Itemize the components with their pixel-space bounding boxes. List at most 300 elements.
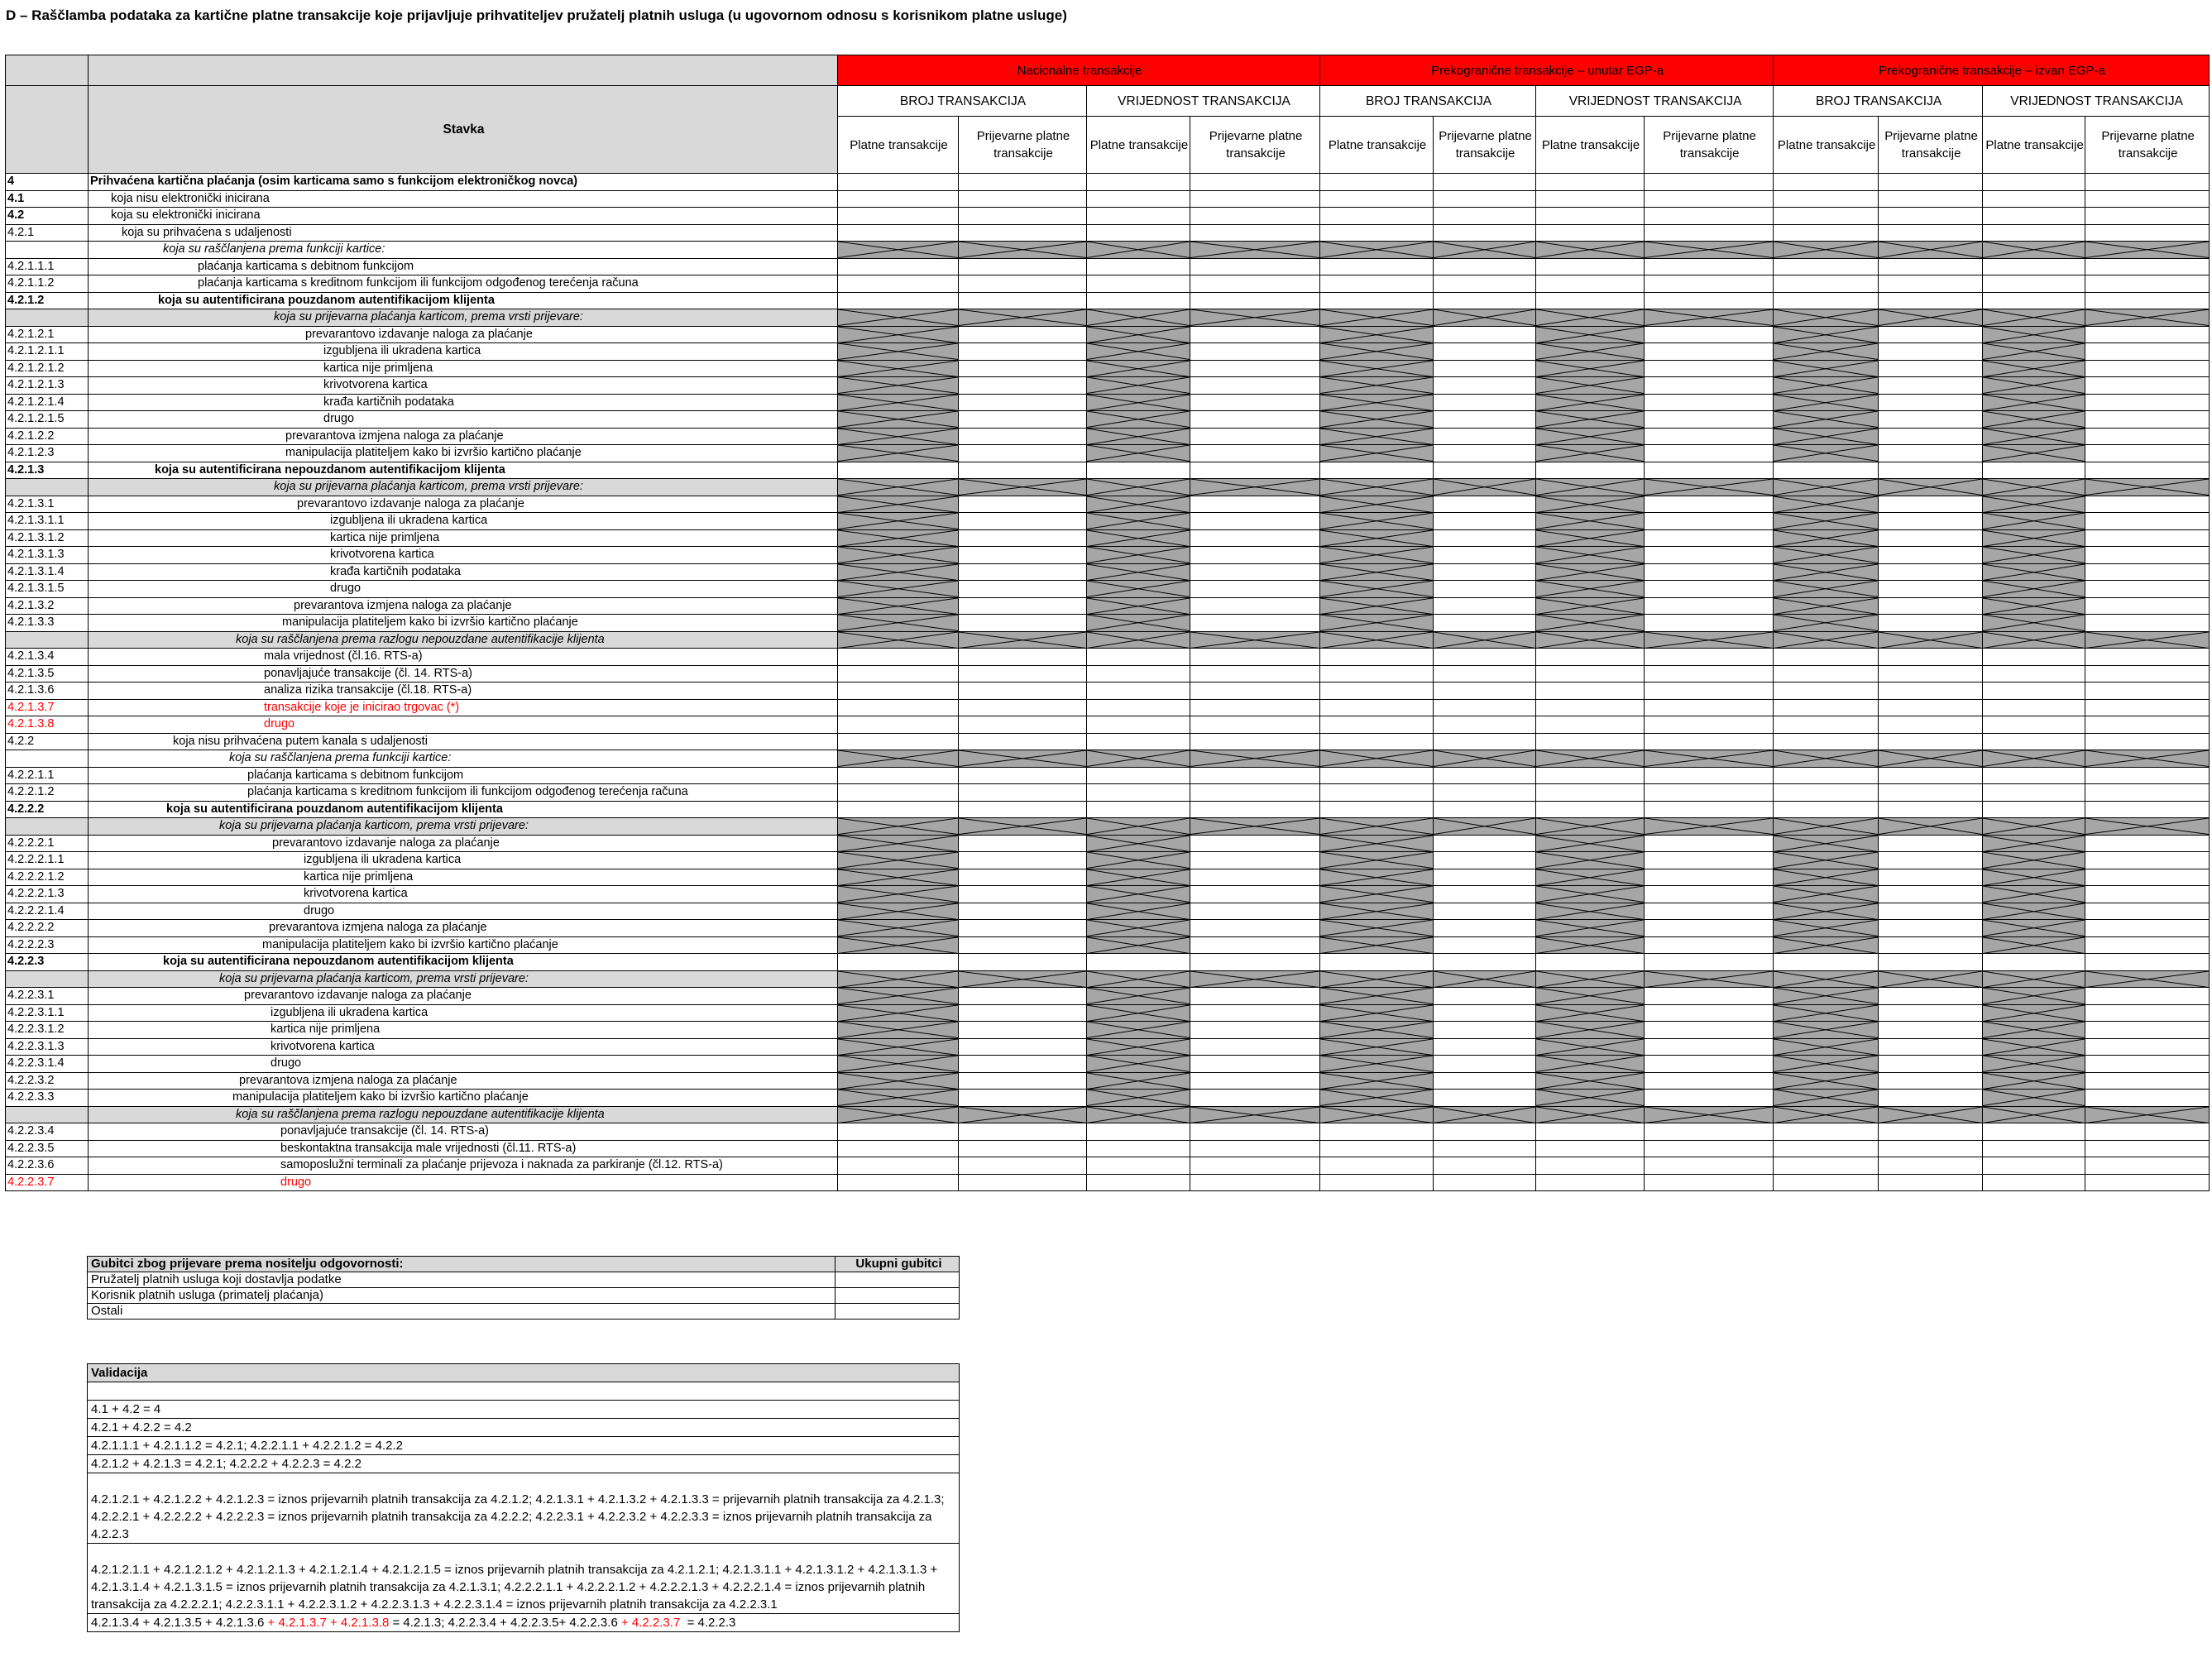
value-cell[interactable] <box>1879 1022 1983 1039</box>
value-cell[interactable] <box>1190 733 1320 750</box>
value-cell[interactable] <box>838 954 959 971</box>
losses-value-cell[interactable] <box>835 1272 960 1288</box>
value-cell[interactable] <box>1434 699 1536 716</box>
value-cell[interactable] <box>1879 699 1983 716</box>
value-cell[interactable] <box>1879 920 1983 937</box>
value-cell[interactable] <box>1190 513 1320 530</box>
value-cell[interactable] <box>1879 903 1983 920</box>
value-cell[interactable] <box>1879 1072 1983 1090</box>
value-cell[interactable] <box>2085 1022 2210 1039</box>
value-cell[interactable] <box>1645 903 1774 920</box>
value-cell[interactable] <box>1774 1157 1879 1175</box>
value-cell[interactable] <box>838 292 959 309</box>
value-cell[interactable] <box>1645 275 1774 293</box>
losses-value-cell[interactable] <box>835 1288 960 1304</box>
value-cell[interactable] <box>1536 767 1645 784</box>
value-cell[interactable] <box>1645 665 1774 683</box>
value-cell[interactable] <box>1434 275 1536 293</box>
value-cell[interactable] <box>1320 292 1434 309</box>
value-cell[interactable] <box>2085 936 2210 954</box>
value-cell[interactable] <box>959 988 1087 1005</box>
value-cell[interactable] <box>1087 292 1190 309</box>
value-cell[interactable] <box>1320 683 1434 700</box>
value-cell[interactable] <box>1879 174 1983 191</box>
value-cell[interactable] <box>1434 649 1536 666</box>
value-cell[interactable] <box>2085 343 2210 361</box>
value-cell[interactable] <box>1645 496 1774 513</box>
value-cell[interactable] <box>2085 1140 2210 1157</box>
value-cell[interactable] <box>1879 767 1983 784</box>
value-cell[interactable] <box>1434 258 1536 275</box>
value-cell[interactable] <box>1645 886 1774 903</box>
value-cell[interactable] <box>2085 835 2210 852</box>
value-cell[interactable] <box>959 784 1087 802</box>
value-cell[interactable] <box>959 615 1087 632</box>
value-cell[interactable] <box>1190 496 1320 513</box>
value-cell[interactable] <box>1434 801 1536 818</box>
value-cell[interactable] <box>1190 428 1320 445</box>
value-cell[interactable] <box>1087 258 1190 275</box>
value-cell[interactable] <box>1320 699 1434 716</box>
value-cell[interactable] <box>1879 869 1983 886</box>
value-cell[interactable] <box>1190 529 1320 547</box>
value-cell[interactable] <box>959 428 1087 445</box>
value-cell[interactable] <box>1190 665 1320 683</box>
value-cell[interactable] <box>1434 462 1536 479</box>
value-cell[interactable] <box>1434 852 1536 869</box>
value-cell[interactable] <box>1879 1140 1983 1157</box>
value-cell[interactable] <box>1536 716 1645 734</box>
value-cell[interactable] <box>959 683 1087 700</box>
value-cell[interactable] <box>1434 835 1536 852</box>
value-cell[interactable] <box>1645 360 1774 377</box>
value-cell[interactable] <box>1774 665 1879 683</box>
value-cell[interactable] <box>1983 784 2085 802</box>
value-cell[interactable] <box>838 784 959 802</box>
value-cell[interactable] <box>1190 936 1320 954</box>
value-cell[interactable] <box>1645 445 1774 462</box>
value-cell[interactable] <box>1879 1174 1983 1191</box>
value-cell[interactable] <box>838 683 959 700</box>
value-cell[interactable] <box>1190 852 1320 869</box>
value-cell[interactable] <box>1774 733 1879 750</box>
value-cell[interactable] <box>1645 954 1774 971</box>
value-cell[interactable] <box>1190 411 1320 429</box>
value-cell[interactable] <box>1190 208 1320 225</box>
value-cell[interactable] <box>1983 190 2085 208</box>
value-cell[interactable] <box>959 869 1087 886</box>
value-cell[interactable] <box>1190 869 1320 886</box>
value-cell[interactable] <box>1983 716 2085 734</box>
value-cell[interactable] <box>1774 683 1879 700</box>
value-cell[interactable] <box>1879 547 1983 564</box>
value-cell[interactable] <box>1087 801 1190 818</box>
value-cell[interactable] <box>1536 1174 1645 1191</box>
value-cell[interactable] <box>1087 1123 1190 1141</box>
value-cell[interactable] <box>1645 1072 1774 1090</box>
value-cell[interactable] <box>1320 649 1434 666</box>
value-cell[interactable] <box>1190 1056 1320 1073</box>
value-cell[interactable] <box>1645 224 1774 242</box>
value-cell[interactable] <box>1645 174 1774 191</box>
value-cell[interactable] <box>959 547 1087 564</box>
value-cell[interactable] <box>1879 988 1983 1005</box>
value-cell[interactable] <box>1645 462 1774 479</box>
value-cell[interactable] <box>1190 1174 1320 1191</box>
value-cell[interactable] <box>1645 208 1774 225</box>
value-cell[interactable] <box>1645 869 1774 886</box>
value-cell[interactable] <box>1879 581 1983 598</box>
value-cell[interactable] <box>1983 1157 2085 1175</box>
value-cell[interactable] <box>2085 1072 2210 1090</box>
value-cell[interactable] <box>1536 954 1645 971</box>
value-cell[interactable] <box>1190 716 1320 734</box>
value-cell[interactable] <box>1434 208 1536 225</box>
value-cell[interactable] <box>1774 292 1879 309</box>
value-cell[interactable] <box>959 903 1087 920</box>
value-cell[interactable] <box>1645 1038 1774 1056</box>
value-cell[interactable] <box>1320 665 1434 683</box>
value-cell[interactable] <box>1983 1140 2085 1157</box>
value-cell[interactable] <box>959 529 1087 547</box>
value-cell[interactable] <box>1434 1090 1536 1107</box>
value-cell[interactable] <box>1434 869 1536 886</box>
value-cell[interactable] <box>1645 784 1774 802</box>
value-cell[interactable] <box>1190 445 1320 462</box>
value-cell[interactable] <box>1645 733 1774 750</box>
value-cell[interactable] <box>1645 767 1774 784</box>
value-cell[interactable] <box>1434 903 1536 920</box>
value-cell[interactable] <box>1879 377 1983 395</box>
value-cell[interactable] <box>1645 411 1774 429</box>
value-cell[interactable] <box>2085 784 2210 802</box>
value-cell[interactable] <box>959 360 1087 377</box>
value-cell[interactable] <box>1320 716 1434 734</box>
value-cell[interactable] <box>1879 1090 1983 1107</box>
value-cell[interactable] <box>1087 1174 1190 1191</box>
value-cell[interactable] <box>1645 258 1774 275</box>
value-cell[interactable] <box>1774 275 1879 293</box>
value-cell[interactable] <box>1190 377 1320 395</box>
value-cell[interactable] <box>2085 275 2210 293</box>
value-cell[interactable] <box>1983 733 2085 750</box>
value-cell[interactable] <box>2085 462 2210 479</box>
value-cell[interactable] <box>2085 190 2210 208</box>
value-cell[interactable] <box>1536 733 1645 750</box>
value-cell[interactable] <box>1434 190 1536 208</box>
value-cell[interactable] <box>959 1090 1087 1107</box>
value-cell[interactable] <box>1879 224 1983 242</box>
value-cell[interactable] <box>1190 767 1320 784</box>
value-cell[interactable] <box>1434 326 1536 343</box>
value-cell[interactable] <box>1645 683 1774 700</box>
value-cell[interactable] <box>1983 258 2085 275</box>
value-cell[interactable] <box>1087 767 1190 784</box>
value-cell[interactable] <box>1434 529 1536 547</box>
value-cell[interactable] <box>1879 343 1983 361</box>
value-cell[interactable] <box>1536 801 1645 818</box>
value-cell[interactable] <box>1774 190 1879 208</box>
value-cell[interactable] <box>1434 733 1536 750</box>
value-cell[interactable] <box>1190 920 1320 937</box>
value-cell[interactable] <box>1536 190 1645 208</box>
value-cell[interactable] <box>1536 462 1645 479</box>
value-cell[interactable] <box>1190 224 1320 242</box>
value-cell[interactable] <box>1879 496 1983 513</box>
value-cell[interactable] <box>2085 563 2210 581</box>
value-cell[interactable] <box>1087 665 1190 683</box>
value-cell[interactable] <box>1879 936 1983 954</box>
value-cell[interactable] <box>1645 835 1774 852</box>
value-cell[interactable] <box>959 852 1087 869</box>
value-cell[interactable] <box>959 343 1087 361</box>
value-cell[interactable] <box>959 1174 1087 1191</box>
value-cell[interactable] <box>1879 292 1983 309</box>
value-cell[interactable] <box>1190 547 1320 564</box>
value-cell[interactable] <box>1983 801 2085 818</box>
value-cell[interactable] <box>2085 733 2210 750</box>
value-cell[interactable] <box>1879 784 1983 802</box>
value-cell[interactable] <box>1434 445 1536 462</box>
value-cell[interactable] <box>1645 581 1774 598</box>
value-cell[interactable] <box>1536 258 1645 275</box>
value-cell[interactable] <box>2085 852 2210 869</box>
value-cell[interactable] <box>1434 683 1536 700</box>
value-cell[interactable] <box>1087 208 1190 225</box>
value-cell[interactable] <box>1320 733 1434 750</box>
value-cell[interactable] <box>1879 665 1983 683</box>
value-cell[interactable] <box>1434 411 1536 429</box>
value-cell[interactable] <box>838 1123 959 1141</box>
value-cell[interactable] <box>1983 275 2085 293</box>
value-cell[interactable] <box>1190 360 1320 377</box>
value-cell[interactable] <box>1879 835 1983 852</box>
value-cell[interactable] <box>1320 1174 1434 1191</box>
value-cell[interactable] <box>2085 649 2210 666</box>
value-cell[interactable] <box>1087 649 1190 666</box>
value-cell[interactable] <box>1190 343 1320 361</box>
value-cell[interactable] <box>1983 767 2085 784</box>
value-cell[interactable] <box>1645 852 1774 869</box>
value-cell[interactable] <box>2085 326 2210 343</box>
value-cell[interactable] <box>838 1140 959 1157</box>
value-cell[interactable] <box>1536 1123 1645 1141</box>
value-cell[interactable] <box>1536 224 1645 242</box>
value-cell[interactable] <box>959 699 1087 716</box>
value-cell[interactable] <box>1434 1140 1536 1157</box>
value-cell[interactable] <box>838 1157 959 1175</box>
value-cell[interactable] <box>959 954 1087 971</box>
value-cell[interactable] <box>959 801 1087 818</box>
value-cell[interactable] <box>1190 988 1320 1005</box>
value-cell[interactable] <box>1879 954 1983 971</box>
value-cell[interactable] <box>1320 801 1434 818</box>
value-cell[interactable] <box>1774 767 1879 784</box>
value-cell[interactable] <box>1190 1123 1320 1141</box>
value-cell[interactable] <box>1879 733 1983 750</box>
value-cell[interactable] <box>1190 954 1320 971</box>
value-cell[interactable] <box>1879 649 1983 666</box>
value-cell[interactable] <box>1983 462 2085 479</box>
value-cell[interactable] <box>1774 462 1879 479</box>
value-cell[interactable] <box>1645 1123 1774 1141</box>
value-cell[interactable] <box>1434 936 1536 954</box>
value-cell[interactable] <box>1434 563 1536 581</box>
value-cell[interactable] <box>2085 174 2210 191</box>
value-cell[interactable] <box>959 224 1087 242</box>
value-cell[interactable] <box>1536 784 1645 802</box>
value-cell[interactable] <box>959 649 1087 666</box>
value-cell[interactable] <box>1320 174 1434 191</box>
value-cell[interactable] <box>1879 411 1983 429</box>
value-cell[interactable] <box>1645 699 1774 716</box>
value-cell[interactable] <box>2085 801 2210 818</box>
value-cell[interactable] <box>1434 665 1536 683</box>
value-cell[interactable] <box>959 190 1087 208</box>
value-cell[interactable] <box>1434 954 1536 971</box>
value-cell[interactable] <box>1879 563 1983 581</box>
value-cell[interactable] <box>1983 954 2085 971</box>
value-cell[interactable] <box>1536 292 1645 309</box>
value-cell[interactable] <box>1434 886 1536 903</box>
value-cell[interactable] <box>2085 428 2210 445</box>
value-cell[interactable] <box>1645 1004 1774 1022</box>
value-cell[interactable] <box>838 801 959 818</box>
value-cell[interactable] <box>959 275 1087 293</box>
value-cell[interactable] <box>1087 224 1190 242</box>
value-cell[interactable] <box>1774 208 1879 225</box>
value-cell[interactable] <box>1645 563 1774 581</box>
value-cell[interactable] <box>1536 174 1645 191</box>
value-cell[interactable] <box>1645 649 1774 666</box>
value-cell[interactable] <box>2085 1090 2210 1107</box>
value-cell[interactable] <box>1879 615 1983 632</box>
value-cell[interactable] <box>2085 292 2210 309</box>
value-cell[interactable] <box>1190 1072 1320 1090</box>
value-cell[interactable] <box>1983 649 2085 666</box>
value-cell[interactable] <box>1087 275 1190 293</box>
value-cell[interactable] <box>1087 954 1190 971</box>
value-cell[interactable] <box>1190 258 1320 275</box>
value-cell[interactable] <box>1190 801 1320 818</box>
value-cell[interactable] <box>1983 699 2085 716</box>
value-cell[interactable] <box>1879 529 1983 547</box>
value-cell[interactable] <box>1434 547 1536 564</box>
value-cell[interactable] <box>959 496 1087 513</box>
value-cell[interactable] <box>1320 954 1434 971</box>
value-cell[interactable] <box>1190 1140 1320 1157</box>
value-cell[interactable] <box>2085 869 2210 886</box>
value-cell[interactable] <box>1645 547 1774 564</box>
value-cell[interactable] <box>1879 208 1983 225</box>
value-cell[interactable] <box>1774 801 1879 818</box>
value-cell[interactable] <box>2085 258 2210 275</box>
value-cell[interactable] <box>1434 784 1536 802</box>
value-cell[interactable] <box>2085 1123 2210 1141</box>
value-cell[interactable] <box>1983 1123 2085 1141</box>
value-cell[interactable] <box>1320 208 1434 225</box>
value-cell[interactable] <box>1320 1140 1434 1157</box>
value-cell[interactable] <box>1190 886 1320 903</box>
value-cell[interactable] <box>1190 615 1320 632</box>
value-cell[interactable] <box>1879 190 1983 208</box>
value-cell[interactable] <box>1190 1022 1320 1039</box>
value-cell[interactable] <box>959 665 1087 683</box>
value-cell[interactable] <box>959 394 1087 411</box>
value-cell[interactable] <box>1774 1174 1879 1191</box>
value-cell[interactable] <box>2085 1038 2210 1056</box>
value-cell[interactable] <box>1320 190 1434 208</box>
value-cell[interactable] <box>838 462 959 479</box>
value-cell[interactable] <box>1879 597 1983 615</box>
value-cell[interactable] <box>1434 394 1536 411</box>
value-cell[interactable] <box>1434 1174 1536 1191</box>
value-cell[interactable] <box>1645 615 1774 632</box>
value-cell[interactable] <box>1774 1123 1879 1141</box>
value-cell[interactable] <box>959 716 1087 734</box>
value-cell[interactable] <box>1434 377 1536 395</box>
value-cell[interactable] <box>959 258 1087 275</box>
value-cell[interactable] <box>1983 665 2085 683</box>
value-cell[interactable] <box>959 174 1087 191</box>
value-cell[interactable] <box>1087 683 1190 700</box>
value-cell[interactable] <box>1879 360 1983 377</box>
value-cell[interactable] <box>1190 784 1320 802</box>
value-cell[interactable] <box>1434 1056 1536 1073</box>
value-cell[interactable] <box>1645 1090 1774 1107</box>
value-cell[interactable] <box>1190 292 1320 309</box>
value-cell[interactable] <box>1536 683 1645 700</box>
value-cell[interactable] <box>2085 699 2210 716</box>
value-cell[interactable] <box>1434 343 1536 361</box>
value-cell[interactable] <box>959 1140 1087 1157</box>
value-cell[interactable] <box>1536 1157 1645 1175</box>
value-cell[interactable] <box>1434 1022 1536 1039</box>
value-cell[interactable] <box>1434 513 1536 530</box>
value-cell[interactable] <box>1645 801 1774 818</box>
value-cell[interactable] <box>1645 1022 1774 1039</box>
value-cell[interactable] <box>1645 1174 1774 1191</box>
value-cell[interactable] <box>838 716 959 734</box>
value-cell[interactable] <box>2085 208 2210 225</box>
value-cell[interactable] <box>1645 343 1774 361</box>
value-cell[interactable] <box>1645 292 1774 309</box>
value-cell[interactable] <box>1087 1140 1190 1157</box>
value-cell[interactable] <box>959 835 1087 852</box>
value-cell[interactable] <box>2085 954 2210 971</box>
value-cell[interactable] <box>1190 563 1320 581</box>
value-cell[interactable] <box>1434 988 1536 1005</box>
value-cell[interactable] <box>1190 190 1320 208</box>
value-cell[interactable] <box>1645 377 1774 395</box>
value-cell[interactable] <box>959 563 1087 581</box>
value-cell[interactable] <box>1774 224 1879 242</box>
value-cell[interactable] <box>959 920 1087 937</box>
value-cell[interactable] <box>2085 411 2210 429</box>
value-cell[interactable] <box>1774 258 1879 275</box>
value-cell[interactable] <box>959 377 1087 395</box>
value-cell[interactable] <box>2085 665 2210 683</box>
value-cell[interactable] <box>1190 581 1320 598</box>
value-cell[interactable] <box>2085 529 2210 547</box>
value-cell[interactable] <box>1879 513 1983 530</box>
value-cell[interactable] <box>959 1123 1087 1141</box>
value-cell[interactable] <box>1434 920 1536 937</box>
value-cell[interactable] <box>1087 462 1190 479</box>
value-cell[interactable] <box>2085 1174 2210 1191</box>
value-cell[interactable] <box>1434 716 1536 734</box>
value-cell[interactable] <box>1879 445 1983 462</box>
